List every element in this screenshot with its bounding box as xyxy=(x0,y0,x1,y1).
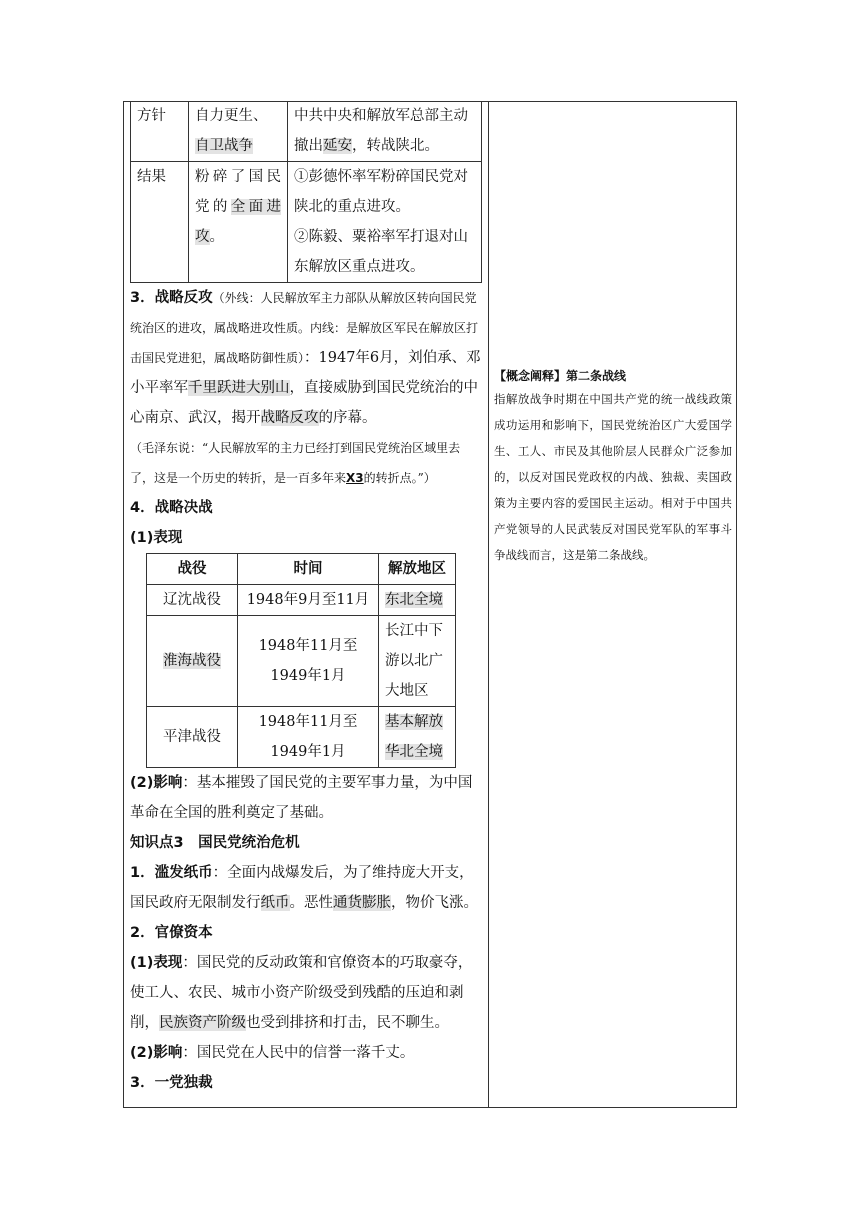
row-cell: ①彭德怀率军粉碎国民党对陕北的重点进攻。 ②陈毅、粟裕率军打退对山东解放区重点进攻。 xyxy=(288,162,482,283)
section-heading: 4．战略决战 xyxy=(130,500,213,516)
column-divider xyxy=(488,101,489,1108)
table-row xyxy=(131,101,482,162)
section-strategic-decisive: 4．战略决战 (1)表现 战役 时间 解放地区 辽沈战役 1948年9月至11月 东北全境 淮海战役 1948年11月至1949年1月 长江中下游以北广大地区 平津战役 1948年11月至1949年1月 基本解放华北全境 (2)影响：基本摧毁了国民党的主要军事力量，为中国革命在全国的胜利奠定了基础。 xyxy=(130,493,482,828)
row-cell: 中共中央和解放军总部主动撤出延安，转战陕北。 xyxy=(288,101,482,162)
table-row: 淮海战役 1948年11月至1949年1月 长江中下游以北广大地区 xyxy=(147,616,456,707)
row-cell: 粉碎了国民党的全面进攻。 xyxy=(189,162,288,283)
table-row: 平津战役 1948年11月至1949年1月 基本解放华北全境 xyxy=(147,707,456,768)
sub-heading: (1)表现 xyxy=(130,530,183,546)
table-row xyxy=(131,162,482,283)
sidebar-body: 指解放战争时期在中国共产党的统一战线政策成功运用和影响下，国民党统治区广大爱国学生、工人、市民及其他阶层人民群众广泛参加的，以反对国民党政权的内战、独裁、卖国政策为主要内容的爱国民主运动。相对于中国共产党领导的人民武装反对国民党军队的军事斗争战线而言，这是第二条战线。 xyxy=(494,392,732,562)
mao-quote: （毛泽东说：“人民解放军的主力已经打到国民党统治区域里去了，这是一个历史的转折，是一百多年来 xyxy=(130,441,461,485)
table-row: 辽沈战役 1948年9月至11月 东北全境 xyxy=(147,585,456,616)
knowledge-heading: 知识点3 国民党统治危机 xyxy=(130,835,300,851)
campaign-strategy-table xyxy=(130,101,482,283)
section-heading: 3．战略反攻 xyxy=(130,290,213,306)
battles-table xyxy=(146,553,456,768)
row-cell: 自力更生、自卫战争 xyxy=(189,101,288,162)
table-header-row: 战役 时间 解放地区 xyxy=(147,554,456,585)
knowledge-point-3: 知识点3 国民党统治危机 1．滥发纸币：全面内战爆发后，为了维持庞大开支，国民政府无限制发行纸币。恶性通货膨胀，物价飞涨。 2．官僚资本 (1)表现：国民党的反动政策和官僚资本的巧取豪夺，使工人、农民、城市小资产阶级受到残酷的压迫和剥削，民族资产阶级也受到排挤和打击，民不聊生。 (2)影响：国民党在人民中的信誉一落千丈。 3．一党独裁 xyxy=(130,828,482,1098)
blank-marker: X3 xyxy=(346,471,364,485)
section-note: （外线：人民解放军主力部队从解放区转向国民党统治区的进攻，属战略进攻性质。内线：是解放区军民在解放区打击国民党进犯，属战略防御性质） xyxy=(130,291,479,365)
row-label: 方针 xyxy=(131,101,189,162)
section-strategic-counteroffensive: 3．战略反攻（外线：人民解放军主力部队从解放区转向国民党统治区的进攻，属战略进攻性质。内线：是解放区军民在解放区打击国民党进犯，属战略防御性质）：1947年6月，刘伯承、邓小平率军千里跃进大别山，直接威胁到国民党统治的中心南京、武汉，揭开战略反攻的序幕。 （毛泽东说：“人民解放军的主力已经打到国民党统治区域里去了，这是一个历史的转折，是一百多年来X3的转折点。”） xyxy=(130,290,481,485)
sidebar-concept xyxy=(494,366,732,568)
sub-heading: (2)影响 xyxy=(130,775,183,791)
sidebar-title: 【概念阐释】第二条战线 xyxy=(494,369,627,383)
main-column xyxy=(130,101,482,1098)
row-label: 结果 xyxy=(131,162,189,283)
